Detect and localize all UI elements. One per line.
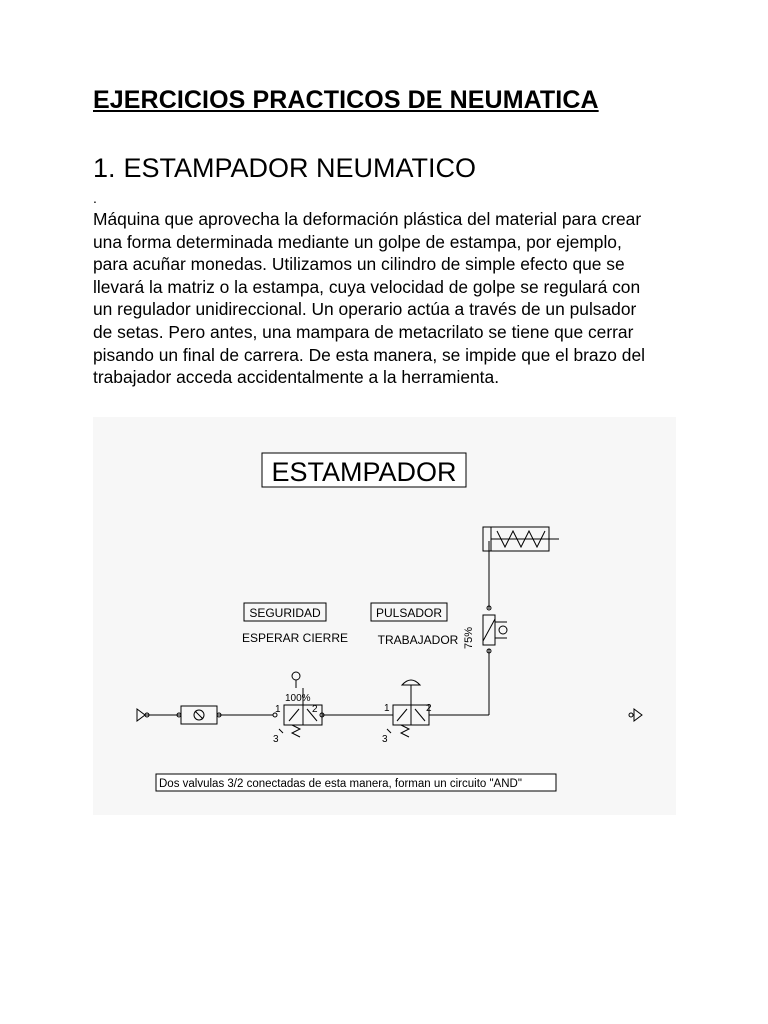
valve2-arrow bbox=[397, 709, 407, 721]
body-line: una forma determinada mediante un golpe de estampa, por ejemplo, bbox=[93, 231, 622, 252]
valve2-port-1: 1 bbox=[384, 703, 390, 714]
valve2-arrow bbox=[415, 709, 425, 721]
body-line: llevará la matriz o la estampa, cuya velocidad de golpe se regulará con bbox=[93, 276, 641, 297]
diagram-title: ESTAMPADOR bbox=[271, 457, 457, 487]
valve1-port-2: 2 bbox=[312, 704, 318, 715]
exhaust-icon bbox=[634, 709, 642, 721]
push-button-icon bbox=[402, 680, 420, 685]
spring-icon bbox=[401, 725, 409, 737]
check-valve-icon bbox=[499, 626, 507, 634]
document-title: EJERCICIOS PRACTICOS DE NEUMATICA bbox=[93, 86, 599, 114]
body-line: trabajador acceda accidentalmente a la herramienta. bbox=[93, 367, 500, 388]
diagram-note: Dos valvulas 3/2 conectadas de esta manera, forman un circuito "AND" bbox=[159, 778, 522, 790]
body-line: para acuñar monedas. Utilizamos un cilindro de simple efecto que se bbox=[93, 254, 625, 275]
section-number: 1. bbox=[93, 153, 116, 183]
roller-icon bbox=[292, 672, 300, 680]
filter-slash bbox=[195, 711, 203, 719]
body-line: Máquina que aprovecha la deformación plástica del material para crear bbox=[93, 209, 642, 229]
exhaust-line bbox=[387, 729, 391, 733]
valve2-port-3: 3 bbox=[382, 734, 388, 745]
seguridad-label: SEGURIDAD bbox=[249, 606, 321, 620]
flow-regulator-arrow bbox=[483, 619, 495, 641]
circuit-svg bbox=[93, 417, 676, 815]
valve1-arrow bbox=[289, 709, 299, 721]
exhaust-line bbox=[279, 729, 283, 733]
flow-percent: 75% bbox=[463, 626, 475, 649]
valve1-port-3: 3 bbox=[273, 734, 279, 745]
stray-dot: . bbox=[93, 190, 97, 206]
pneumatic-circuit-diagram bbox=[93, 417, 676, 815]
valve2-port-2: 2 bbox=[426, 703, 432, 714]
pulsador-subtitle: TRABAJADOR bbox=[377, 633, 459, 647]
section-heading-text: ESTAMPADOR NEUMATICO bbox=[123, 153, 477, 183]
body-line: un regulador unidireccional. Un operario actúa a través de un pulsador bbox=[93, 299, 637, 320]
body-paragraph bbox=[93, 208, 673, 389]
section-heading bbox=[93, 153, 476, 184]
valve1-port-1: 1 bbox=[275, 704, 281, 715]
air-source-icon bbox=[137, 709, 145, 721]
body-line: pisando un final de carrera. De esta manera, se impide que el brazo del bbox=[93, 344, 645, 365]
port-dot bbox=[629, 713, 633, 717]
pulsador-label: PULSADOR bbox=[375, 606, 443, 620]
valve1-percent: 100% bbox=[285, 693, 311, 704]
seguridad-subtitle: ESPERAR CIERRE bbox=[241, 631, 349, 645]
spring-icon bbox=[292, 725, 300, 737]
body-line: de setas. Pero antes, una mampara de metacrilato se tiene que cerrar bbox=[93, 321, 634, 342]
